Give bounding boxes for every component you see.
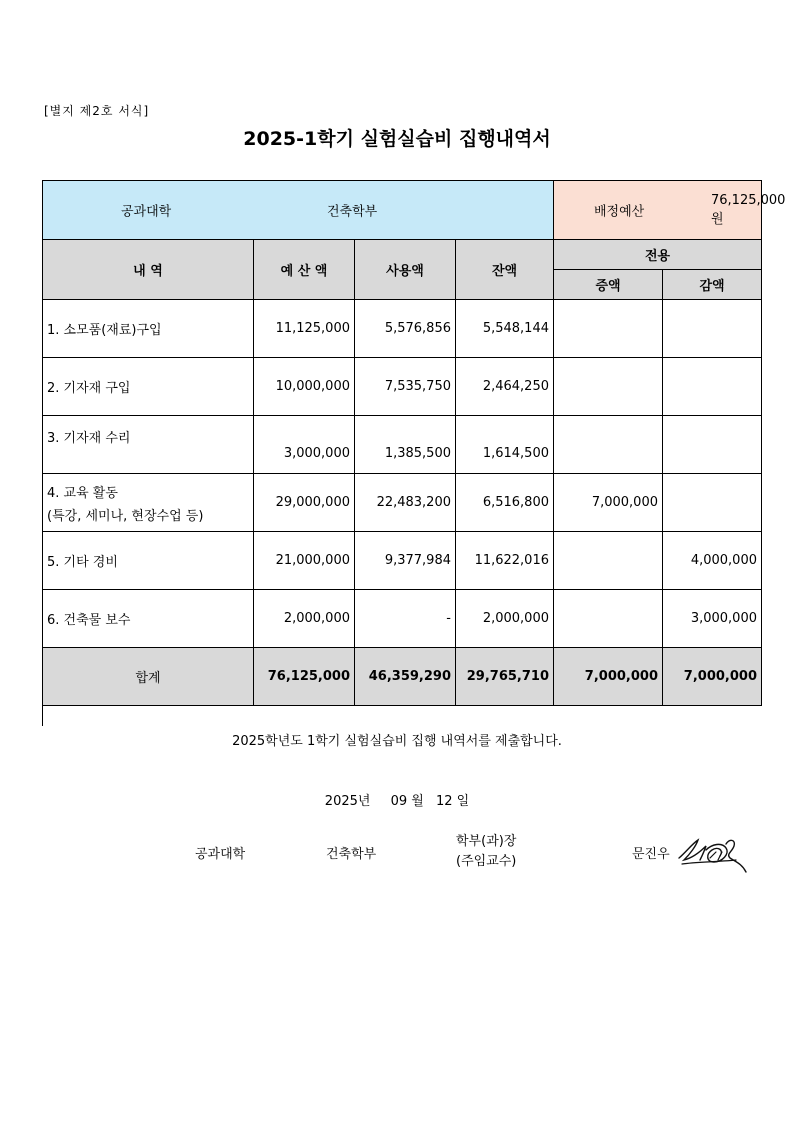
row-used: 5,576,856 bbox=[355, 300, 456, 358]
row-item: 1. 소모품(재료)구입 bbox=[43, 300, 254, 358]
college-name: 공과대학 bbox=[121, 204, 172, 220]
submission-statement: 2025학년도 1학기 실험실습비 집행 내역서를 제출합니다. bbox=[232, 734, 562, 749]
row-decrease bbox=[663, 300, 762, 358]
department-cell bbox=[43, 181, 554, 240]
handwritten-signature-icon bbox=[676, 834, 752, 878]
row-item: 3. 기자재 수리 bbox=[43, 416, 254, 474]
row-balance: 2,464,250 bbox=[456, 358, 554, 416]
row-budget: 2,000,000 bbox=[254, 590, 355, 648]
row-balance: 5,548,144 bbox=[456, 300, 554, 358]
row-balance: 2,000,000 bbox=[456, 590, 554, 648]
signature-role-line1: 학부(과)장 bbox=[456, 834, 517, 849]
total-used: 46,359,290 bbox=[355, 648, 456, 706]
row-decrease bbox=[663, 358, 762, 416]
expense-table bbox=[42, 180, 786, 706]
submission-date bbox=[0, 790, 794, 809]
table-row bbox=[43, 532, 762, 590]
table-row bbox=[43, 358, 762, 416]
table-row bbox=[43, 590, 762, 648]
total-label: 합계 bbox=[43, 648, 254, 706]
signature-college: 공과대학 bbox=[195, 847, 246, 862]
allocated-budget-cell bbox=[554, 181, 786, 240]
date-day: 12 일 bbox=[435, 794, 470, 809]
header-row bbox=[43, 240, 762, 270]
row-used: 22,483,200 bbox=[355, 474, 456, 532]
row-item: 5. 기타 경비 bbox=[43, 532, 254, 590]
row-used: - bbox=[355, 590, 456, 648]
row-increase bbox=[554, 358, 663, 416]
row-balance: 6,516,800 bbox=[456, 474, 554, 532]
row-decrease: 3,000,000 bbox=[663, 590, 762, 648]
row-decrease bbox=[663, 416, 762, 474]
total-row bbox=[43, 648, 762, 706]
row-budget: 29,000,000 bbox=[254, 474, 355, 532]
col-header-budget: 예 산 액 bbox=[254, 240, 355, 300]
col-header-used: 사용액 bbox=[355, 240, 456, 300]
allocated-budget-value: 76,125,000 원 bbox=[711, 193, 786, 227]
row-increase bbox=[554, 590, 663, 648]
row-item: 6. 건축물 보수 bbox=[43, 590, 254, 648]
col-header-item: 내 역 bbox=[43, 240, 254, 300]
signature-department: 건축학부 bbox=[326, 847, 377, 862]
table-row bbox=[43, 416, 762, 474]
signature-name: 문진우 bbox=[632, 847, 670, 862]
row-item: 4. 교육 활동 bbox=[47, 485, 118, 501]
allocated-budget-label: 배정예산 bbox=[594, 204, 645, 220]
left-border-extension bbox=[42, 706, 43, 726]
col-header-decrease: 감액 bbox=[663, 270, 762, 300]
row-used: 1,385,500 bbox=[355, 416, 456, 474]
department-row bbox=[43, 181, 762, 240]
table-row bbox=[43, 474, 762, 532]
col-header-transfer: 전용 bbox=[554, 240, 762, 270]
col-header-balance: 잔액 bbox=[456, 240, 554, 300]
form-number: [별지 제2호 서식] bbox=[44, 104, 150, 118]
date-month: 09 월 bbox=[390, 794, 424, 809]
row-increase bbox=[554, 416, 663, 474]
signature-role bbox=[456, 832, 516, 872]
row-budget: 10,000,000 bbox=[254, 358, 355, 416]
col-header-increase: 증액 bbox=[554, 270, 663, 300]
total-decrease: 7,000,000 bbox=[663, 648, 762, 706]
row-used: 9,377,984 bbox=[355, 532, 456, 590]
table-row bbox=[43, 300, 762, 358]
department-name: 건축학부 bbox=[327, 204, 378, 220]
row-increase bbox=[554, 532, 663, 590]
total-increase: 7,000,000 bbox=[554, 648, 663, 706]
row-budget: 11,125,000 bbox=[254, 300, 355, 358]
row-item-detail: (특강, 세미나, 현장수업 등) bbox=[47, 508, 204, 524]
signature-role-line2: (주임교수) bbox=[456, 854, 517, 869]
row-used: 7,535,750 bbox=[355, 358, 456, 416]
row-item: 2. 기자재 구입 bbox=[43, 358, 254, 416]
row-increase bbox=[554, 300, 663, 358]
row-increase: 7,000,000 bbox=[554, 474, 663, 532]
row-budget: 21,000,000 bbox=[254, 532, 355, 590]
row-item-multiline bbox=[43, 474, 254, 532]
date-year: 2025년 bbox=[324, 794, 371, 809]
row-budget: 3,000,000 bbox=[254, 416, 355, 474]
total-budget: 76,125,000 bbox=[254, 648, 355, 706]
row-balance: 11,622,016 bbox=[456, 532, 554, 590]
total-balance: 29,765,710 bbox=[456, 648, 554, 706]
row-balance: 1,614,500 bbox=[456, 416, 554, 474]
row-decrease bbox=[663, 474, 762, 532]
row-decrease: 4,000,000 bbox=[663, 532, 762, 590]
document-title: 2025-1학기 실험실습비 집행내역서 bbox=[243, 128, 551, 150]
